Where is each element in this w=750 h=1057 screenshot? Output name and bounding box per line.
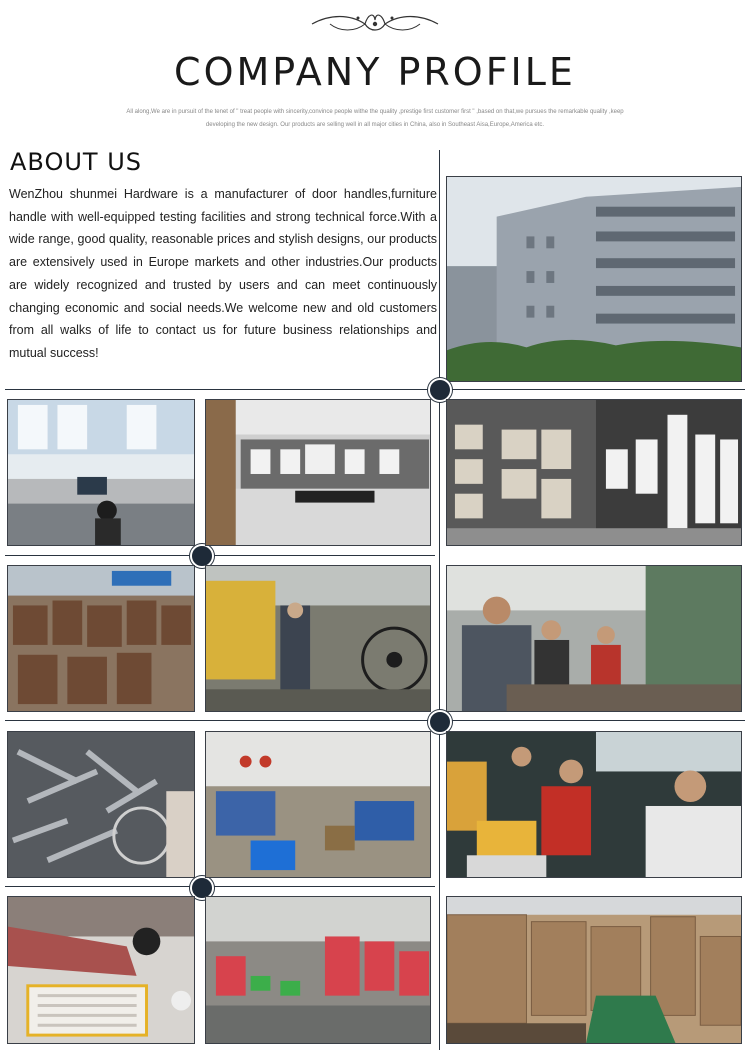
- metal-parts-photo: [7, 731, 195, 878]
- about-paragraph: WenZhou shunmei Hardware is a manufacturer of door handles,furniture handle with well-equipped testing facilities and strong technical force.With a wide range, good quality, reasonable prices and stylish designs, our products are extensively used in Europe markets and other industries.Our products are widely recognized and trusted by users and can meet continuously changing economic and social needs.We welcome new and old customers from all walks of life to contact us for future business relationships and mutual success!: [9, 187, 437, 360]
- packing-workshop-photo: [205, 896, 431, 1044]
- frame-line-3: [5, 720, 745, 721]
- showroom-meeting-photo: [205, 399, 431, 546]
- office-workstations-photo: [7, 399, 195, 546]
- mould-storage-photo: [7, 565, 195, 712]
- product-display-wall-photo: [446, 399, 742, 546]
- office-building-photo: [446, 176, 742, 382]
- warehouse-pallets-photo: [446, 896, 742, 1044]
- grinding-handles-photo: [7, 896, 195, 1044]
- frame-line-1: [5, 389, 745, 390]
- about-heading: ABOUT US: [10, 148, 143, 176]
- assembly-line-workers-photo: [446, 731, 742, 878]
- page-title: COMPANY PROFILE: [174, 50, 576, 94]
- ornament-flourish-icon: [310, 10, 440, 38]
- frame-line-4: [5, 886, 435, 887]
- polishing-workers-photo: [446, 565, 742, 712]
- machining-workshop-photo: [205, 731, 431, 878]
- tagline-text: All along,We are in pursuit of the tenet of " treat people with sincerity,convince people withe the quality ,prestige first customer first " ,based on that,we pursues the remarkable quality ,keep developing the new design. Our products are selling well in all major cities in China, also in Southeast Aisa,Europe,America etc.: [126, 109, 624, 128]
- die-casting-workshop-photo: [205, 565, 431, 712]
- frame-vertical-line: [439, 150, 440, 1050]
- frame-line-2: [5, 555, 435, 556]
